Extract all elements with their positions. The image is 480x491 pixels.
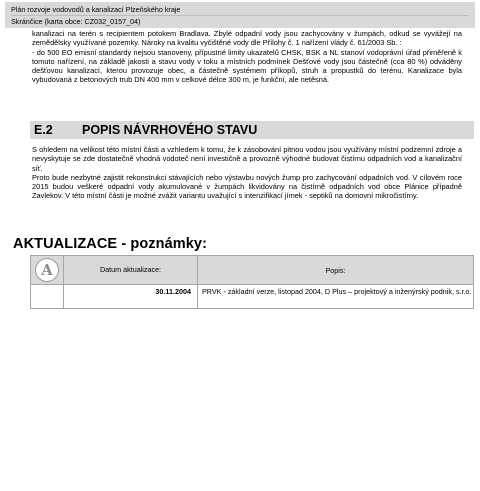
proposed-state-paragraph-2: Proto bude nezbytné zajistit rekonstrukci stávajících nebo výstavbu nových žump pro zachycování odpadních vod. V cílovém roce 2015 budou veškeré odpadní vody akumulované v žumpách likvidovány na čistírně odpadních vod obce Plánice případně Zavlekov. V této místní části je možné zvážit variantu uvažující s intenzifikací jímek - septiků na domovní mikročistírny. (32, 172, 462, 201)
updates-table-header (31, 256, 474, 285)
document-header (5, 2, 475, 28)
section-number: E.2 (34, 123, 53, 137)
current-state-bullet: - do 500 EO emisní standardy nejsou stanoveny, přípustné limity ukazatelů CHSK, BSK a NL stanoví vodoprávní úřad přiměřeně k tomuto nařízení, na základě jakosti a stavu vody v toku a místních podmínek Dešťové vody jsou částečně (cca 80 %) odváděny dešťovou kanalizací, kterou provozuje obec, a částečně systémem příkopů, struh a propustků do terénu. Kanalizace byla vybudovaná z betonových trub DN 400 mm v celkové délce 300 m, je funkční, ale netěsná. (32, 47, 462, 85)
update-date: 30.11.2004 (64, 285, 198, 309)
logo-cell (31, 256, 64, 285)
update-description: PRVK - základní verze, listopad 2004, D Plus – projektový a inženýrský podnik, s.r.o. (198, 285, 474, 309)
current-state-text (32, 29, 462, 85)
proposed-state-paragraph-1: S ohledem na velikost této místní části a vzhledem k tomu, že k zásobování pitnou vodou jsou využívány místní podzemní zdroje a nevyskytuje se zde dostatečně vhodná vodoteč není investičně a provozně výhodné budovat čistírnu odpadních vod a kanalizační síť. (32, 145, 462, 173)
header-title: Plán rozvoje vodovodů a kanalizací Plzeňského kraje (11, 5, 181, 14)
table-row (31, 285, 474, 309)
current-state-paragraph: kanalizaci na terén s recipientem potokem Bradlava. Zbylé odpadní vody jsou zachycovány v žumpách, odkud se vyvážejí na zemědělsky využívané pozemky. Nároky na kvalitu vyčištěné vody dle Přílohy č. 1 nařízení vlády č. 61/2003 Sb. : (32, 29, 462, 48)
date-column-header: Datum aktualizace: (64, 256, 198, 285)
row-spacer-cell (31, 285, 64, 309)
header-subtitle: Skránčice (karta obce: CZ032_0157_04) (11, 15, 469, 27)
section-title: POPIS NÁVRHOVÉHO STAVU (82, 123, 258, 137)
aktualizace-heading: AKTUALIZACE - poznámky: (13, 236, 208, 252)
proposed-state-text (32, 145, 462, 201)
updates-table (30, 255, 474, 309)
aktualizace-logo-icon: A (35, 258, 59, 282)
description-column-header: Popis: (198, 256, 474, 285)
section-heading (30, 121, 474, 139)
